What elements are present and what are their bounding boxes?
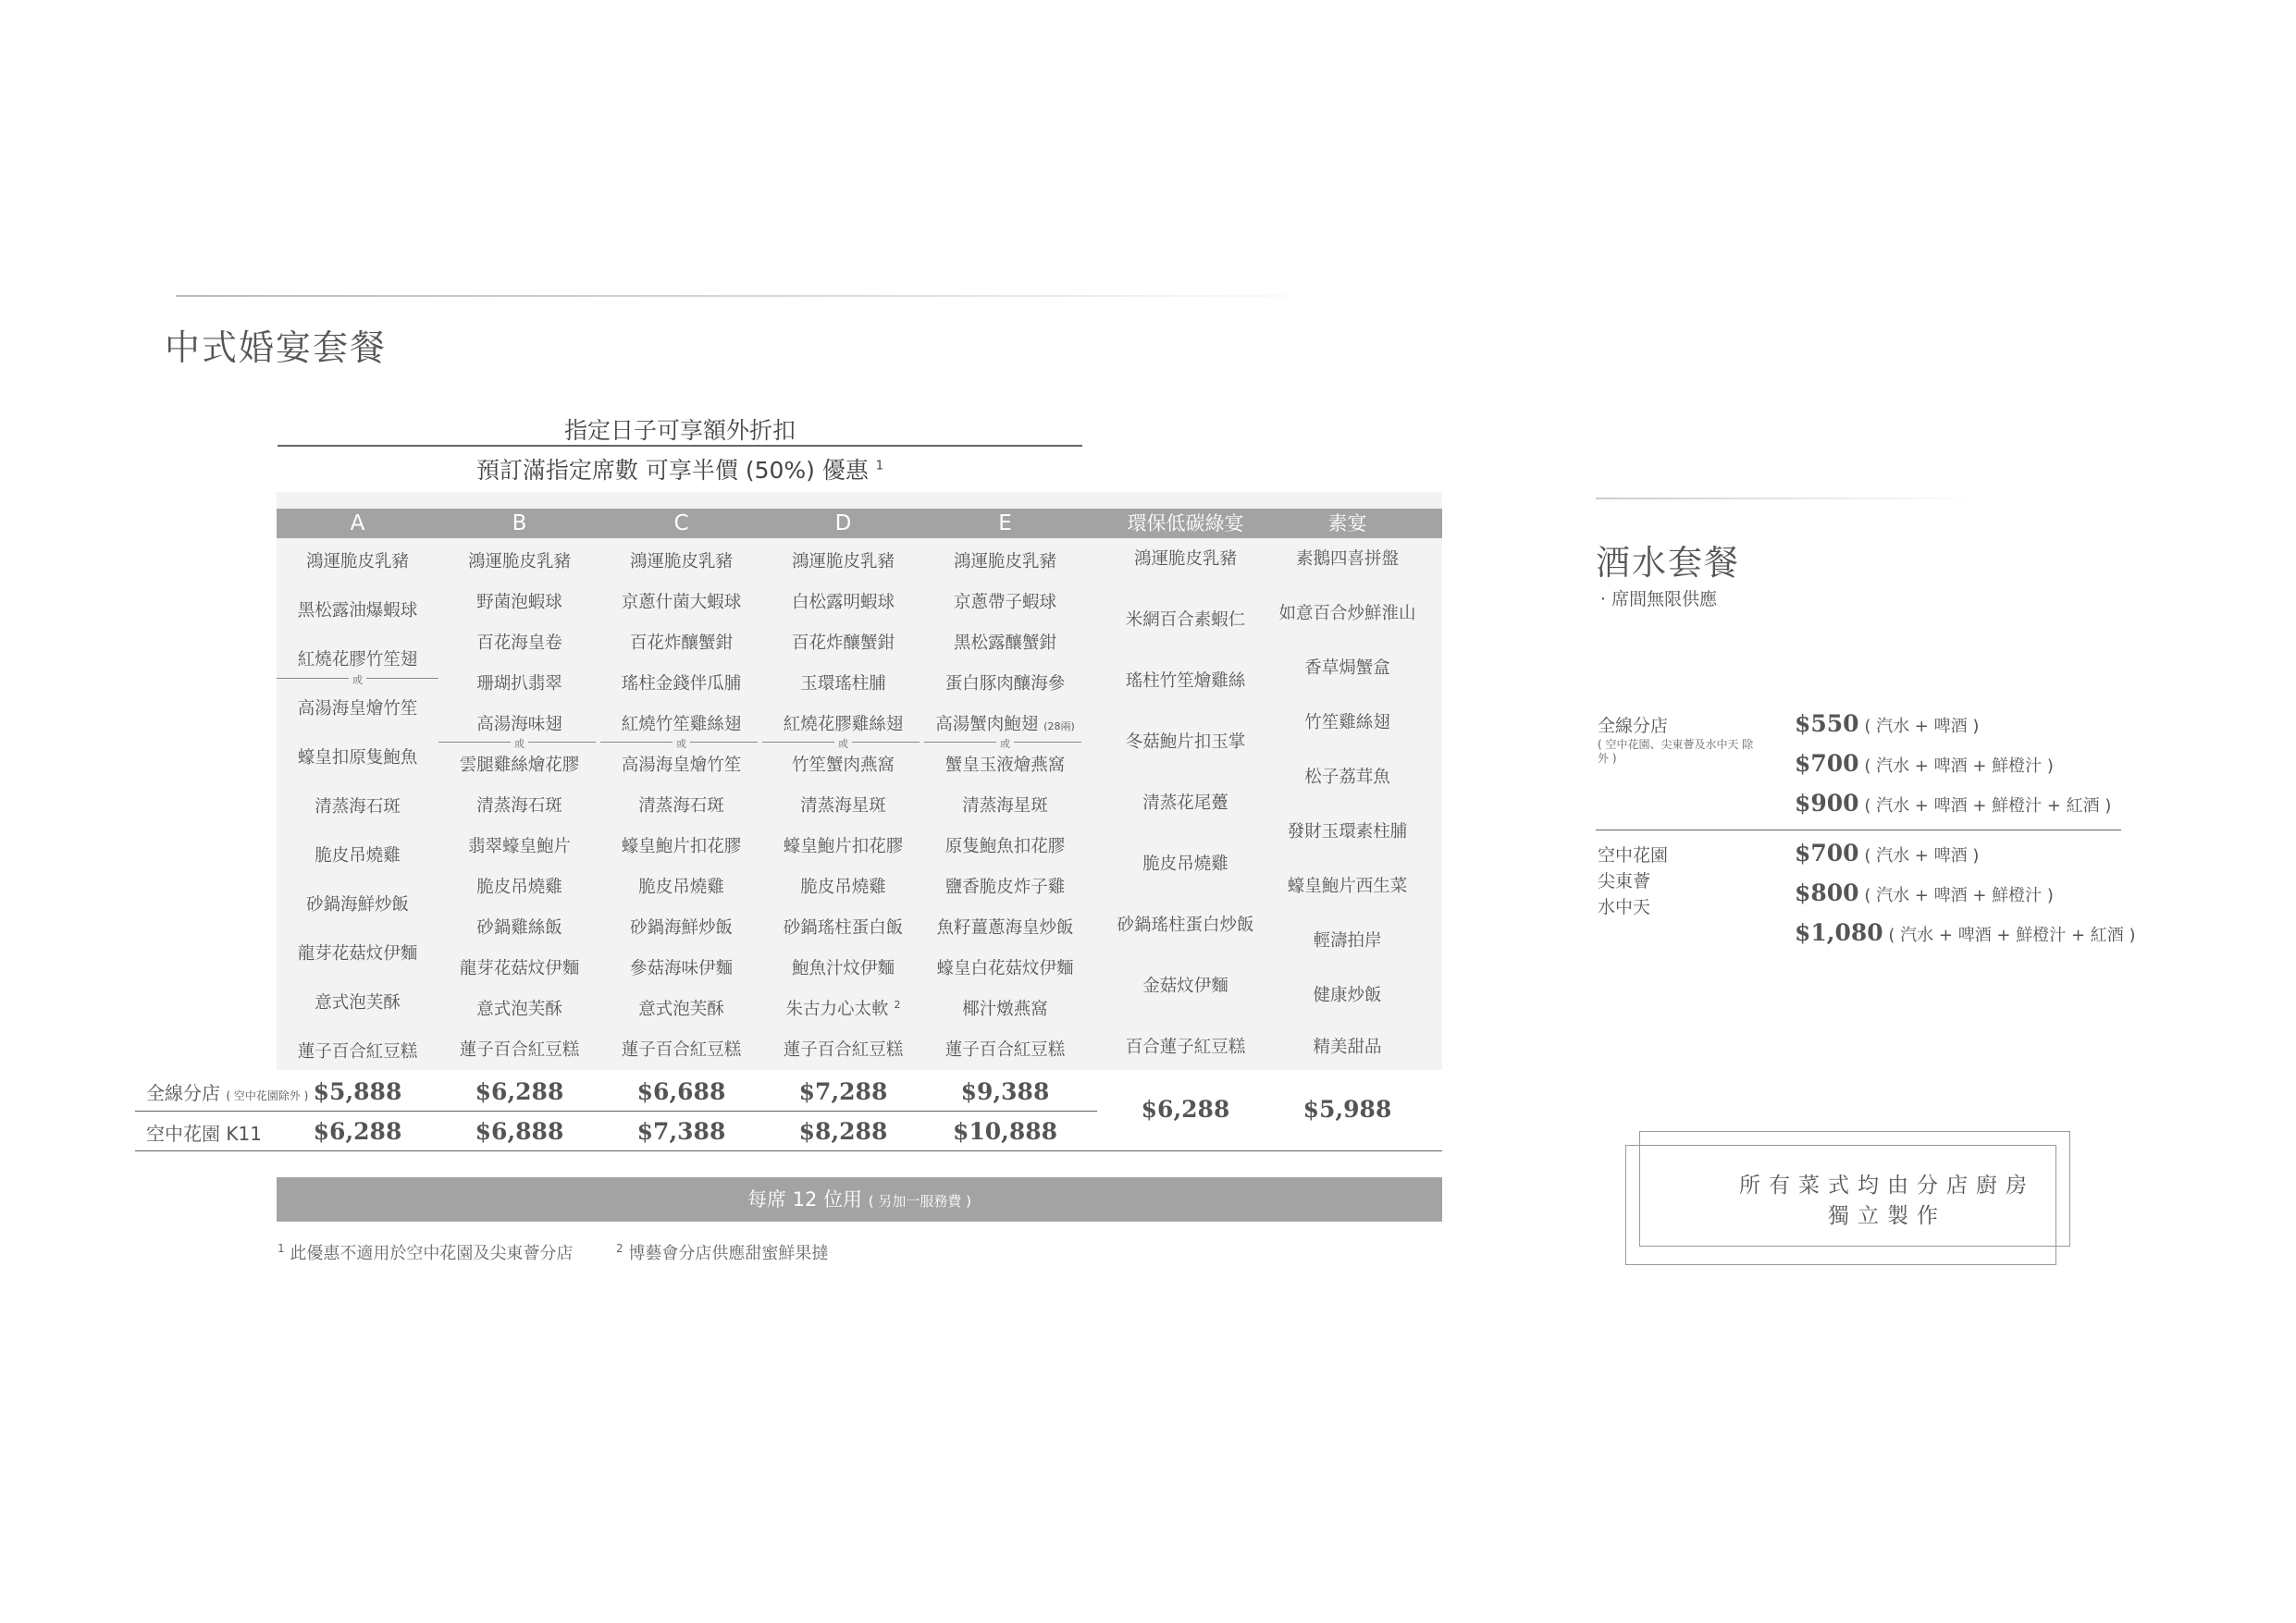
column-d	[762, 546, 924, 1064]
dish: 蠔皇扣原隻鮑魚	[297, 748, 418, 768]
top-divider	[176, 295, 1341, 297]
dish: 椰汁燉燕窩	[962, 1000, 1048, 1019]
dish: 竹笙蟹肉燕窩	[791, 756, 895, 775]
dish: 翡翠蠔皇鮑片	[467, 837, 571, 856]
column-header-green: 環保低碳綠宴	[1127, 512, 1244, 535]
beverage-divider	[1596, 498, 1984, 499]
dish: 脆皮吊燒雞	[476, 878, 562, 897]
dish: 鴻運脆皮乳豬	[467, 552, 571, 572]
beverage-option: $550 ( 汽水 + 啤酒 )	[1795, 710, 1980, 737]
dish: 冬菇鮑片扣玉掌	[1125, 732, 1246, 752]
column-b	[438, 546, 600, 1064]
dish: 瑤柱金錢伴瓜脯	[621, 674, 742, 694]
dish: 砂鍋瑤柱蛋白炒飯	[1117, 916, 1254, 935]
dish: 魚籽薑蔥海皇炒飯	[936, 918, 1074, 938]
beverage-group-label: 尖東薈	[1598, 871, 1651, 891]
price-b-all: $6,288	[475, 1078, 564, 1105]
dish: 意式泡芙酥	[638, 1000, 724, 1019]
dish: 雲腿雞絲燴花膠	[459, 756, 580, 775]
price-d-sky: $8,288	[798, 1118, 888, 1145]
price-c-sky: $7,388	[636, 1118, 726, 1145]
dish: 朱古力心太軟 $^2$	[785, 998, 901, 1019]
dish: 脆皮吊燒雞	[638, 878, 724, 897]
dish: 健康炒飯	[1313, 986, 1382, 1005]
dish: 清蒸海星斑	[800, 796, 886, 816]
column-header-b: B	[512, 511, 527, 535]
dish: 原隻鮑魚扣花膠	[944, 837, 1066, 856]
promo-line-1: 指定日子可享額外折扣	[563, 417, 796, 444]
dish: 如意百合炒鮮淮山	[1278, 604, 1416, 623]
dish: 鹽香脆皮炸子雞	[944, 878, 1066, 897]
dish: 高湯海皇燴竹笙	[297, 699, 418, 719]
dish: 玉環瑤柱脯	[800, 674, 886, 694]
price-b-sky: $6,888	[475, 1118, 564, 1145]
dish: 高湯海皇燴竹笙	[621, 756, 742, 775]
price-e-all: $9,388	[960, 1078, 1050, 1105]
beverage-option: $700 ( 汽水 + 啤酒 )	[1795, 840, 1980, 867]
price-table-bottom-line	[135, 1150, 1442, 1151]
beverage-option: $700 ( 汽水 + 啤酒 + 鮮橙汁 )	[1795, 750, 2054, 777]
beverage-title: 酒水套餐	[1596, 543, 1740, 583]
column-header-d: D	[834, 511, 852, 535]
dish: 紅燒花膠竹笙翅	[297, 650, 418, 670]
dish: 蠔皇白花菇炆伊麵	[936, 959, 1074, 978]
dish: 意式泡芙酥	[315, 993, 401, 1013]
dish: 紅燒竹笙雞絲翅	[621, 715, 742, 734]
dish: 蟹皇玉液燴燕窩	[944, 756, 1066, 775]
dish: 鮑魚汁炆伊麵	[791, 959, 895, 978]
notice-text	[1637, 1171, 2137, 1232]
dish: 龍芽花菇炆伊麵	[297, 944, 418, 964]
dish: 砂鍋海鮮炒飯	[305, 895, 409, 915]
dish: 高湯蟹肉鮑翅 (28兩)	[935, 715, 1075, 734]
dish: 清蒸海石斑	[315, 797, 401, 817]
footnote-mark: 1	[875, 459, 884, 473]
price-d-all: $7,288	[798, 1078, 888, 1105]
dish: 發財玉環素柱脯	[1287, 822, 1408, 842]
footnote-2: $^2$ 博藝會分店供應甜蜜鮮果撻	[616, 1242, 829, 1263]
column-a	[277, 546, 438, 1064]
footnote-mark: 2	[894, 998, 901, 1011]
dish: 京蔥什菌大蝦球	[621, 593, 742, 612]
dish: 鴻運脆皮乳豬	[791, 552, 895, 572]
price-a-sky: $6,288	[313, 1118, 402, 1145]
dish: 蠔皇鮑片扣花膠	[621, 837, 742, 856]
beverage-option: $900 ( 汽水 + 啤酒 + 鮮橙汁 + 紅酒 )	[1795, 790, 2112, 817]
dish: 輕濤拍岸	[1313, 931, 1382, 951]
beverage-group-label: 全線分店	[1598, 716, 1669, 736]
dish: 百合蓮子紅豆糕	[1125, 1038, 1246, 1057]
dish: 龍芽花菇炆伊麵	[459, 959, 580, 978]
promo-divider	[278, 445, 1082, 447]
dish: 黑松露油爆蝦球	[297, 601, 418, 621]
column-c	[600, 546, 762, 1064]
dish: 鴻運脆皮乳豬	[1133, 549, 1237, 569]
dish: 黑松露釀蟹鉗	[953, 633, 1056, 653]
dish: 鴻運脆皮乳豬	[953, 552, 1056, 572]
dish: 清蒸花尾躉	[1142, 793, 1228, 813]
price-vegetarian: $5,988	[1302, 1096, 1392, 1123]
dish: 脆皮吊燒雞	[315, 846, 401, 866]
dish: 鴻運脆皮乳豬	[629, 552, 733, 572]
column-header-a: A	[350, 511, 365, 535]
beverage-group-note: ( 空中花園、尖東薈及水中天 除外 )	[1598, 738, 1754, 765]
dish: 蓮子百合紅豆糕	[621, 1040, 742, 1060]
dish: 蓮子百合紅豆糕	[783, 1040, 904, 1060]
beverage-subtitle: · 席間無限供應	[1600, 589, 1718, 609]
dish: 白松露明蝦球	[791, 593, 895, 612]
dish: 竹笙雞絲翅	[1304, 713, 1390, 732]
dish: 鴻運脆皮乳豬	[305, 552, 409, 572]
dish: 百花海皇卷	[476, 633, 562, 653]
dish: 參菇海味伊麵	[629, 959, 733, 978]
column-header-vegetarian: 素宴	[1327, 512, 1367, 535]
dish: 百花炸釀蟹鉗	[791, 633, 895, 653]
dish: 米網百合素蝦仁	[1125, 610, 1246, 630]
dish: 砂鍋瑤柱蛋白飯	[783, 918, 904, 938]
dish: 京蔥帶子蝦球	[953, 593, 1056, 612]
dish: 砂鍋雞絲飯	[476, 918, 562, 938]
or-label: 或	[600, 736, 762, 751]
dish: 瑤柱竹笙燴雞絲	[1125, 671, 1246, 691]
or-label: 或	[277, 672, 438, 687]
price-c-all: $6,688	[636, 1078, 726, 1105]
beverage-group-label: 空中花園	[1598, 845, 1669, 866]
dish: 金菇炆伊麵	[1142, 977, 1228, 996]
column-header-c: C	[673, 511, 689, 535]
dish: 脆皮吊燒雞	[1142, 855, 1228, 874]
or-label: 或	[762, 736, 924, 751]
page-title: 中式婚宴套餐	[165, 327, 388, 368]
dish: 清蒸海石斑	[476, 796, 562, 816]
dish: 蠔皇鮑片西生菜	[1287, 877, 1408, 896]
promo-line-2: 預訂滿指定席數 可享半價 (50%) 優惠 $^1$	[475, 457, 884, 484]
dish: 高湯海味翅	[476, 715, 562, 734]
or-label: 或	[924, 736, 1086, 751]
dish: 珊瑚扒翡翠	[476, 674, 562, 694]
dish: 蓮子百合紅豆糕	[944, 1040, 1066, 1060]
dish: 蠔皇鮑片扣花膠	[783, 837, 904, 856]
dish: 松子荔茸魚	[1304, 768, 1390, 787]
price-green: $6,288	[1141, 1096, 1230, 1123]
dish: 素鵝四喜拼盤	[1295, 549, 1399, 569]
price-row-label-all-branches: 全線分店 ( 空中花園除外 )	[146, 1082, 309, 1104]
beverage-option: $1,080 ( 汽水 + 啤酒 + 鮮橙汁 + 紅酒 )	[1795, 919, 2136, 946]
price-e-sky: $10,888	[952, 1118, 1058, 1145]
dish: 精美甜品	[1313, 1038, 1382, 1057]
dish: 紅燒花膠雞絲翅	[783, 715, 904, 734]
footnote-1: $^1$ 此優惠不適用於空中花園及尖東薈分店	[278, 1242, 574, 1263]
or-label: 或	[438, 736, 600, 751]
dish: 蓮子百合紅豆糕	[297, 1042, 418, 1062]
dish: 清蒸海石斑	[638, 796, 724, 816]
beverage-group-label: 水中天	[1598, 897, 1651, 917]
price-row-label-sky-garden: 空中花園 K11	[146, 1123, 262, 1145]
notice-line-1: 所有菜式均由分店廚房	[1739, 1174, 2035, 1198]
column-vegetarian	[1266, 546, 1428, 1064]
dish: 蛋白豚肉釀海參	[944, 674, 1066, 694]
column-green	[1105, 546, 1266, 1064]
dish: 脆皮吊燒雞	[800, 878, 886, 897]
per-table-banner: 每席 12 位用 ( 另加一服務費 )	[277, 1177, 1442, 1222]
price-row-divider	[135, 1111, 1097, 1112]
dish: 蓮子百合紅豆糕	[459, 1040, 580, 1060]
notice-line-2: 獨立製作	[1828, 1204, 1946, 1228]
dish: 野菌泡蝦球	[476, 593, 562, 612]
price-a-all: $5,888	[313, 1078, 402, 1105]
column-header-e: E	[998, 511, 1012, 535]
dish: 意式泡芙酥	[476, 1000, 562, 1019]
column-e	[924, 546, 1086, 1064]
dish: 百花炸釀蟹鉗	[629, 633, 733, 653]
dish: 香草焗蟹盒	[1304, 658, 1390, 678]
dish: 砂鍋海鮮炒飯	[629, 918, 733, 938]
beverage-option: $800 ( 汽水 + 啤酒 + 鮮橙汁 )	[1795, 879, 2054, 906]
dish: 清蒸海星斑	[962, 796, 1048, 816]
